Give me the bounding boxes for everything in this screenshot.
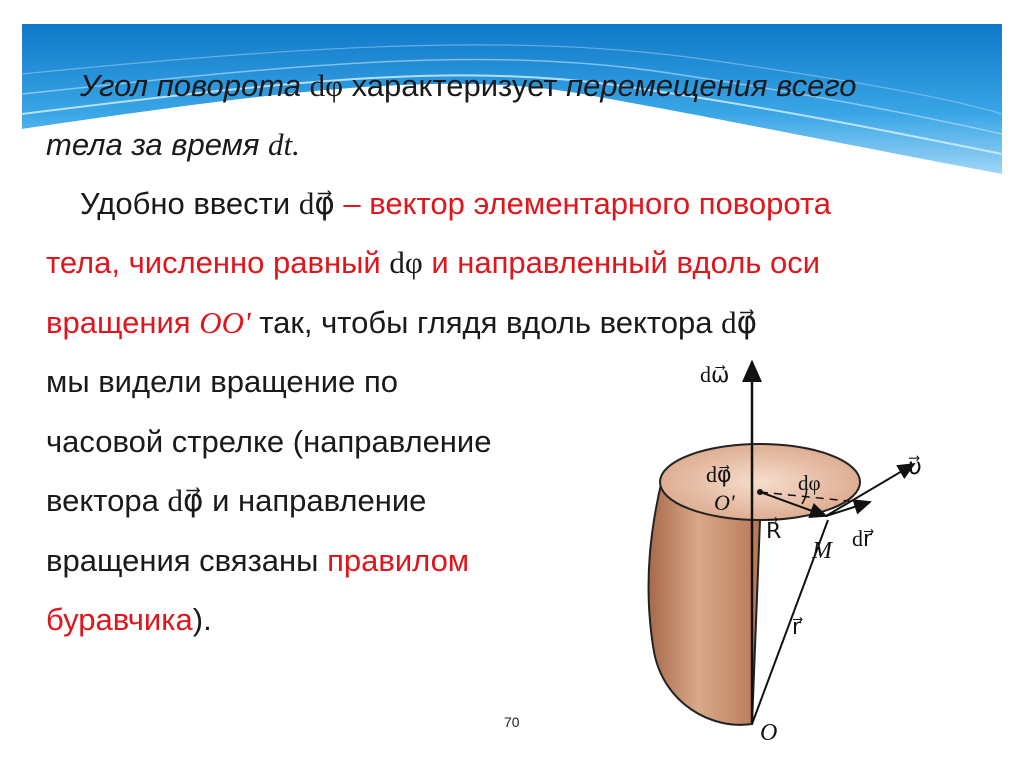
- text-segment: Угол поворота: [80, 68, 301, 103]
- text-line-8: [46, 483, 426, 519]
- text-segment: ).: [192, 602, 212, 637]
- text-segment: вращения связаны: [46, 543, 319, 578]
- formula-oo-prime: OO': [199, 305, 251, 340]
- formula-dphi-vector: dφ⃗: [298, 186, 335, 221]
- label-O: O: [760, 720, 778, 744]
- text-segment: буравчика: [46, 602, 193, 637]
- text-line-4: [46, 245, 820, 281]
- slide: [22, 24, 1002, 744]
- rigid-body-rotation-figure: [602, 352, 1002, 744]
- text-line-10: [46, 602, 212, 638]
- point-o-prime: [757, 489, 763, 495]
- label-o-prime: O': [714, 490, 735, 515]
- text-line-5: [46, 305, 757, 341]
- label-r: r⃗: [792, 614, 802, 639]
- page-number: 70: [504, 714, 520, 730]
- text-segment: так, чтобы глядя вдоль вектора: [259, 305, 713, 340]
- label-M: M: [812, 538, 832, 564]
- text-segment: вектора: [46, 483, 159, 518]
- text-line-1: [80, 68, 857, 104]
- formula-dphi-vector: dφ⃗: [721, 305, 758, 340]
- text-segment: характеризует: [351, 68, 558, 103]
- formula-dt: dt.: [268, 127, 300, 162]
- text-segment: перемещения всего: [566, 68, 857, 103]
- label-dphi-vector: dφ⃗: [706, 462, 732, 487]
- label-dr: dr⃗: [852, 526, 873, 551]
- text-line-6: мы видели вращение по: [46, 364, 398, 399]
- formula-dphi: dφ: [309, 68, 343, 103]
- formula-dphi: dφ: [389, 245, 423, 280]
- text-line-3: [80, 186, 831, 222]
- text-line-2: [46, 127, 300, 163]
- text-segment: Удобно ввести: [80, 186, 291, 221]
- text-line-7: часовой стрелке (направление: [46, 424, 492, 459]
- label-v: υ⃗: [908, 454, 922, 480]
- top-cross-section: [660, 444, 860, 520]
- label-domega: dω⃗: [700, 362, 730, 387]
- formula-dphi-vector: dφ⃗: [167, 483, 204, 518]
- text-segment: тела за время: [46, 127, 260, 162]
- text-segment: – вектор элементарного поворота: [343, 186, 832, 221]
- text-line-9: [46, 543, 469, 579]
- text-segment: и направленный вдоль оси: [431, 245, 821, 280]
- text-segment: и направление: [212, 483, 427, 518]
- text-segment: вращения: [46, 305, 191, 340]
- label-R: R⃗: [766, 518, 782, 543]
- text-segment: правилом: [327, 543, 470, 578]
- label-dphi: dφ: [798, 471, 821, 495]
- text-segment: тела, численно равный: [46, 245, 381, 280]
